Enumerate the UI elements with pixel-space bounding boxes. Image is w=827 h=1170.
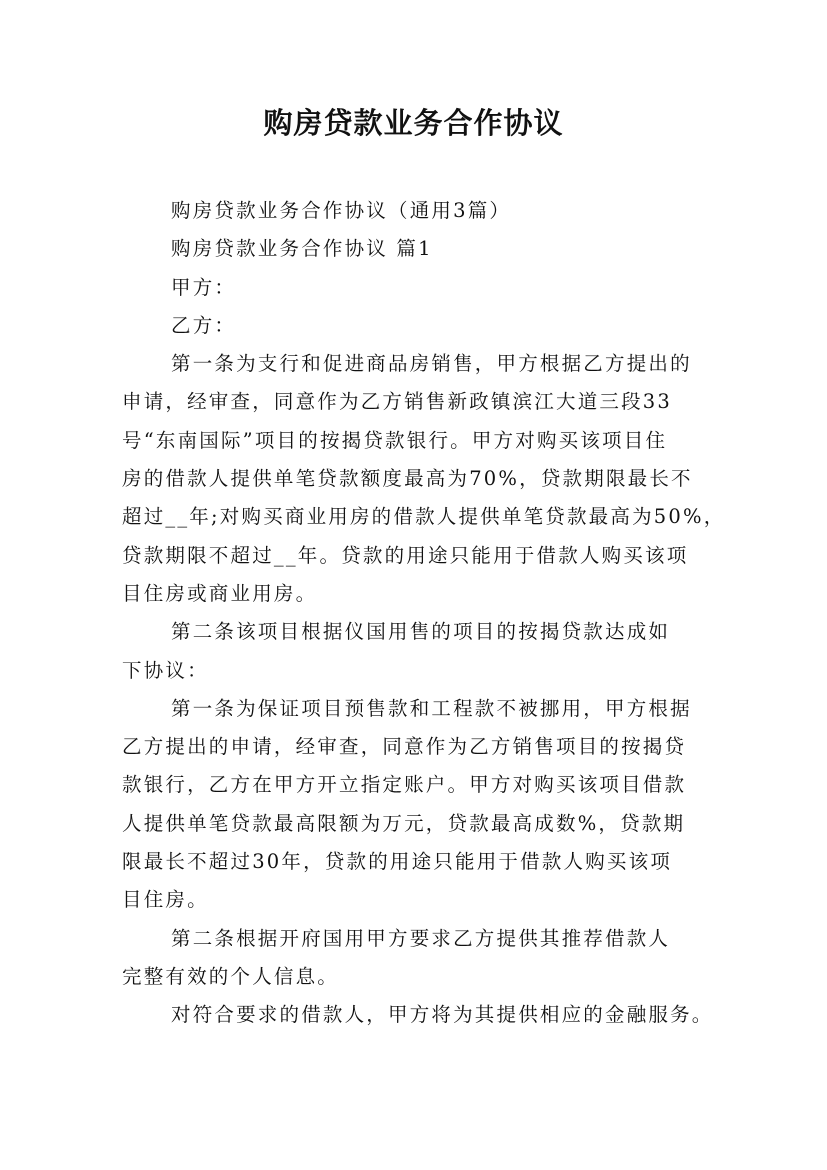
- text-line: 目住房或商业用房。: [122, 581, 318, 605]
- text-line: 贷款期限不超过__年。贷款的用途只能用于借款人购买该项: [122, 543, 689, 567]
- text-line: 购房贷款业务合作协议（通用3篇）: [171, 199, 512, 222]
- text-line: 第一条为保证项目预售款和工程款不被挪用，甲方根据: [171, 696, 692, 720]
- text-line: 完整有效的个人信息。: [122, 964, 340, 988]
- text-line: 第二条该项目根据仪国用售的项目的按揭贷款达成如: [171, 620, 671, 644]
- text-line: 限最长不超过30年，贷款的用途只能用于借款人购买该项: [122, 850, 673, 874]
- text-line: 人提供单笔贷款最高限额为万元，贷款最高成数%，贷款期: [122, 811, 686, 835]
- text-line: 款银行，乙方在甲方开立指定账户。甲方对购买该项目借款: [122, 773, 687, 797]
- text-line: 房的借款人提供单笔贷款额度最高为70%，贷款期限最长不: [122, 467, 693, 491]
- text-line: 对符合要求的借款人，甲方将为其提供相应的金融服务。: [171, 1003, 714, 1027]
- text-line: 下协议：: [122, 658, 209, 682]
- text-line: 超过__年;对购买商业用房的借款人提供单笔贷款最高为50%，: [122, 505, 726, 529]
- document-title: 购房贷款业务合作协议: [263, 106, 564, 140]
- text-line: 申请，经审查，同意作为乙方销售新政镇滨江大道三段33: [122, 390, 673, 414]
- document-body: [122, 192, 726, 1035]
- text-line: 乙方：: [171, 313, 237, 337]
- text-line: 乙方提出的申请，经审查，同意作为乙方销售项目的按揭贷: [122, 735, 687, 759]
- text-line: 目住房。: [122, 888, 209, 912]
- text-line: 号“东南国际”项目的按揭贷款银行。甲方对购买该项目住: [122, 428, 668, 452]
- text-line: 甲方：: [171, 275, 237, 299]
- text-line: 购房贷款业务合作协议 篇1: [171, 237, 433, 261]
- text-line: 第一条为支行和促进商品房销售，甲方根据乙方提出的: [171, 352, 692, 376]
- text-line: 第二条根据开府国用甲方要求乙方提供其推荐借款人: [171, 926, 671, 950]
